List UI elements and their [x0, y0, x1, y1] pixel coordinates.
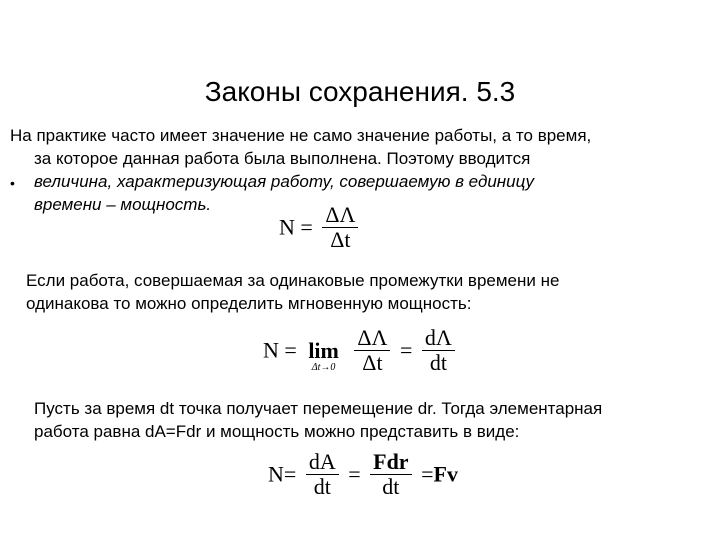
formula-2-denominator-2: dt [422, 350, 455, 375]
paragraph-2-line-2: одинакова то можно определить мгновенную мощность: [26, 294, 472, 313]
formula-2-equals-1: = [284, 337, 297, 363]
formula-2-fraction-2 [422, 326, 455, 375]
formula-3-numerator-2: Fdr [373, 449, 409, 474]
formula-2-denominator-1: Δt [354, 350, 390, 375]
formula-2-numerator-1: ΔΛ [357, 325, 388, 350]
formula-3-equals-2: = [348, 461, 361, 487]
formula-instant-power [263, 326, 459, 375]
formula-2-fraction-1 [354, 326, 390, 375]
formula-power-velocity [268, 450, 458, 499]
formula-2-limit [308, 337, 339, 374]
paragraph-1-line-2: за которое данная работа была выполнена. Поэтому вводится [34, 149, 531, 168]
formula-3-fraction-2 [370, 450, 411, 499]
formula-3-denominator-2: dt [370, 474, 411, 499]
paragraph-3-line-2: работа равна dA=Fdr и мощность можно представить в виде: [34, 422, 520, 441]
formula-3-lhs: N [268, 461, 284, 487]
slide-title: Законы сохранения. 5.3 [204, 76, 516, 107]
formula-3-equals-3: = [421, 461, 434, 487]
formula-3-denominator-1: dt [306, 474, 339, 499]
formula-power-definition [279, 203, 362, 252]
formula-2-lhs: N [263, 337, 279, 363]
paragraph-3-line-1: Пусть за время dt точка получает перемещение dr. Тогда элементарная [34, 399, 603, 418]
paragraph-1-line-1: На практике часто имеет значение не само значение работы, а то время, [10, 126, 592, 145]
paragraph-2-line-1: Если работа, совершаемая за одинаковые промежутки времени не [26, 271, 560, 290]
formula-2-limit-subscript: Δt→0 [311, 361, 336, 373]
paragraph-1-line-3: величина, характеризующая работу, совершаемую в единицу [34, 172, 535, 191]
formula-1-equals: = [300, 214, 313, 240]
paragraph-1-line-4: времени – мощность. [34, 195, 212, 214]
formula-3-rhs: Fv [433, 461, 458, 487]
formula-1-fraction [322, 203, 358, 252]
formula-3-numerator-1: dA [308, 449, 336, 474]
formula-1-numerator: ΔΛ [325, 202, 356, 227]
formula-1-denominator: Δt [322, 227, 358, 252]
formula-1-lhs: N [279, 214, 295, 240]
formula-2-numerator-2: dΛ [424, 325, 452, 350]
formula-2-equals-2: = [399, 337, 413, 363]
formula-2-limit-word: lim [308, 337, 339, 363]
formula-3-equals-1: = [283, 461, 297, 487]
bullet-marker: • [10, 175, 15, 191]
formula-3-fraction-1 [306, 450, 339, 499]
